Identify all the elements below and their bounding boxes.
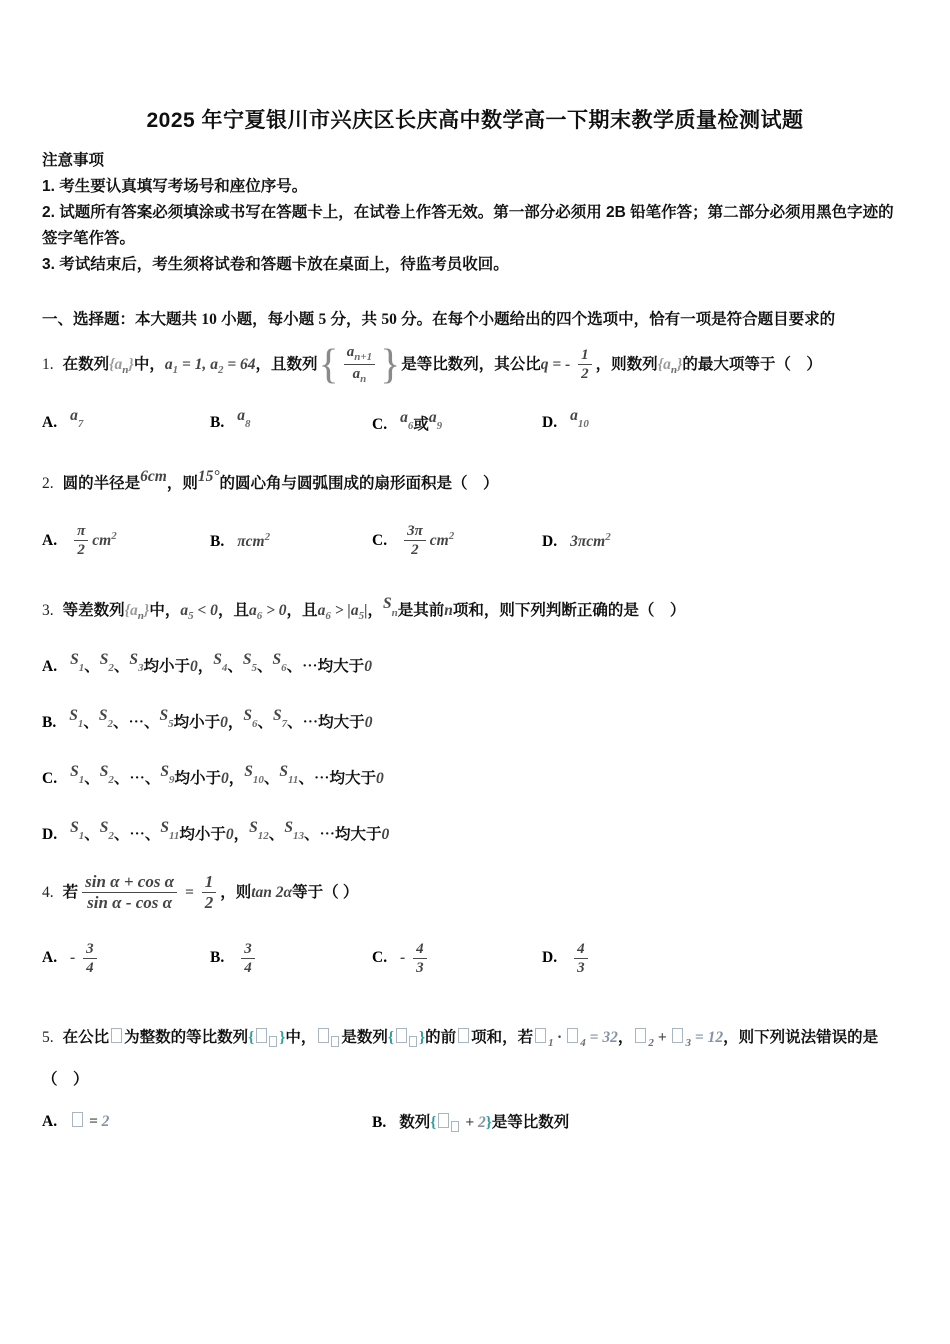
- option-label: D.: [42, 825, 58, 843]
- option-label: A.: [42, 532, 58, 550]
- question-2-option-a: [42, 522, 210, 559]
- question-5-number: 5.: [42, 1028, 54, 1046]
- question-2-text: 圆的半径是6cm，则15°的圆心角与圆弧围成的扇形面积是（ ）: [62, 468, 499, 493]
- option-value: 3πcm$^2$: [570, 530, 611, 551]
- note-line-3: 3. 考试结束后，考生须将试卷和答题卡放在桌面上，待监考员收回。: [42, 256, 509, 273]
- option-value: $S_1$、$S_2$、⋯、$S_5$均小于0，$S_6$、$S_7$、⋯均大于0: [69, 706, 373, 731]
- question-1-number: 1.: [42, 355, 54, 373]
- question-3-text: 等差数列$\{a_n\}$中，$a_5 < 0$，且$a_6 > 0$，且$a_6 > |a_5|$，$S_n$是其前n项和，则下列判断正确的是（ ）: [62, 595, 686, 623]
- option-label: B.: [210, 414, 225, 432]
- question-3-body: [42, 595, 908, 625]
- question-5-option-a: [42, 1112, 372, 1131]
- question-4-options: [42, 940, 908, 977]
- option-value: $\frac{3}{4}$: [237, 949, 259, 966]
- option-value: $S_1$、$S_2$、⋯、$S_{11}$均小于0，$S_{12}$、$S_{13}$、⋯均大于0: [70, 818, 390, 843]
- note-line-1: 1. 考生要认真填写考场号和座位序号。: [42, 178, 308, 195]
- question-3-number: 3.: [42, 602, 54, 620]
- option-label: C.: [372, 416, 388, 434]
- question-4-option-c: [372, 940, 542, 977]
- question-4: [42, 872, 908, 977]
- question-3-options: [42, 650, 908, 846]
- option-value: πcm$^2$: [237, 530, 271, 551]
- question-3-option-d: [42, 818, 908, 846]
- option-label: B.: [372, 1114, 387, 1132]
- question-1-text: 在数列$\{a_n\}$中，$a_1 = 1$, $a_2 = 64$，且数列 { $\frac{a_{n+1}}{a_n}$ } 是等比数列，其公比q = - $\frac{1}{2}$ ，则数列$\{a_n\}$的最大项等于（ ）: [62, 341, 822, 388]
- question-5-text: 在公比 为整数的等比数列{ }中， 是数列{ }的前 项和，若 $_1$ · $_4$ = 32， $_2$ + $_3$ = 12，则下列说法错误的是（ ）: [42, 1028, 879, 1088]
- question-4-option-b: [210, 940, 372, 977]
- option-value: $a_8$: [237, 407, 251, 431]
- option-label: A.: [42, 657, 58, 675]
- option-value: $\frac{4}{3}$: [570, 949, 592, 966]
- option-label: C.: [372, 949, 388, 967]
- question-2: [42, 468, 908, 559]
- question-4-option-a: [42, 940, 210, 977]
- question-1-option-a: [42, 407, 210, 434]
- question-2-number: 2.: [42, 475, 54, 493]
- option-value: $\frac{3\pi}{2}$ $cm^2$: [400, 532, 454, 549]
- note-line-2: 2. 试题所有答案必须填涂或书写在答题卡上，在试卷上作答无效。第一部分必须用 2B 铅笔作答；第二部分必须用黑色字迹的签字笔作答。: [42, 204, 894, 247]
- option-label: D.: [542, 414, 558, 432]
- question-1-option-d: [542, 407, 589, 434]
- page-title: 2025 年宁夏银川市兴庆区长庆高中数学高一下期末教学质量检测试题: [146, 109, 804, 132]
- question-1: [42, 343, 908, 436]
- question-5-options: [42, 1110, 908, 1132]
- question-1-option-c: [372, 409, 542, 436]
- option-label: A.: [42, 1112, 58, 1130]
- option-label: A.: [42, 949, 58, 967]
- option-value: = 2: [70, 1113, 109, 1130]
- question-3: [42, 595, 908, 846]
- question-4-text: 若 $\frac{\text{sin α + cos α}}{\text{sin α - cos α}}$ = $\frac{1}{2}$ ，则tan 2α等于（ ）: [62, 872, 359, 913]
- option-value: $S_1$、$S_2$、$S_3$均小于0，$S_4$、$S_5$、$S_6$、⋯均大于0: [70, 650, 372, 675]
- section-header: 一、选择题：本大题共 10 小题，每小题 5 分，共 50 分。在每个小题给出的四个选项中，恰有一项是符合题目要求的: [42, 311, 836, 328]
- option-label: C.: [42, 769, 58, 787]
- question-2-option-d: [542, 531, 611, 551]
- question-5: [42, 1017, 908, 1133]
- question-2-option-c: [372, 522, 542, 559]
- question-5-option-b: [372, 1110, 569, 1132]
- question-1-option-b: [210, 407, 372, 434]
- option-value: $S_1$、$S_2$、⋯、$S_9$均小于0，$S_{10}$、$S_{11}$、⋯均大于0: [70, 762, 384, 787]
- question-2-options: [42, 522, 908, 559]
- option-value: $a_6$或$a_9$: [400, 409, 443, 434]
- option-value: - $\frac{3}{4}$: [70, 949, 101, 966]
- question-2-option-b: [210, 531, 372, 551]
- notes-label: 注意事项: [42, 152, 105, 169]
- question-1-options: [42, 407, 908, 436]
- option-value: $\frac{\pi}{2}$ $cm^2$: [70, 532, 117, 549]
- option-label: B.: [210, 533, 225, 551]
- question-4-body: [42, 872, 908, 914]
- question-5-body: [42, 1017, 908, 1101]
- question-1-body: [42, 343, 908, 386]
- question-4-number: 4.: [42, 883, 54, 901]
- option-label: D.: [542, 949, 558, 967]
- question-2-body: [42, 468, 908, 496]
- option-value: 数列{ + 2}是等比数列: [399, 1114, 570, 1132]
- question-3-option-c: [42, 762, 908, 790]
- option-value: $a_7$: [70, 407, 84, 431]
- question-3-option-b: [42, 706, 908, 734]
- option-value: $a_{10}$: [570, 407, 589, 431]
- option-label: A.: [42, 414, 58, 432]
- option-value: - $\frac{4}{3}$: [400, 949, 431, 966]
- option-label: B.: [210, 949, 225, 967]
- option-label: C.: [372, 532, 388, 550]
- question-3-option-a: [42, 650, 908, 678]
- question-4-option-d: [542, 940, 592, 977]
- option-label: D.: [542, 533, 558, 551]
- option-label: B.: [42, 713, 57, 731]
